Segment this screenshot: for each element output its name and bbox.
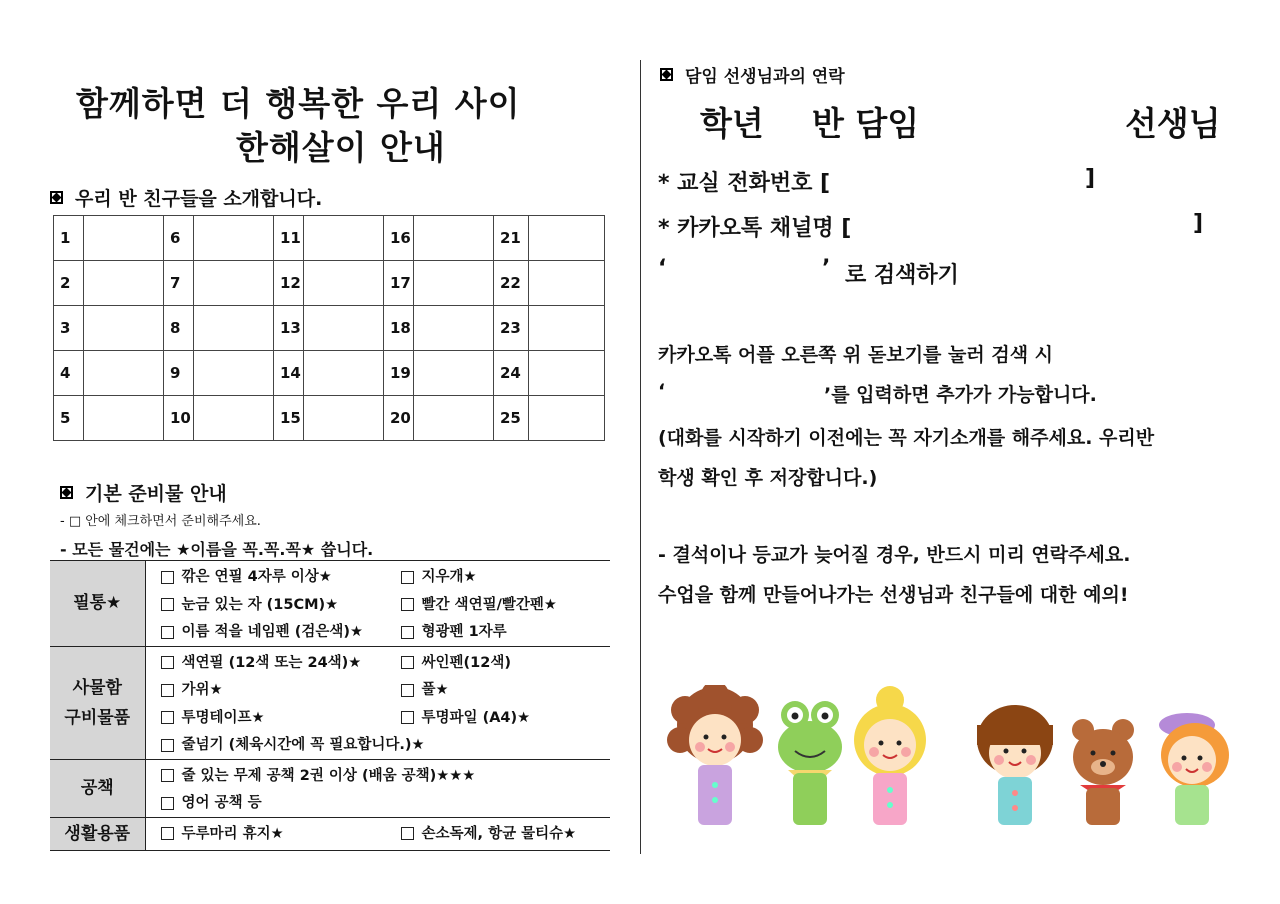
roster-row xyxy=(54,261,605,306)
supply-item[interactable] xyxy=(387,593,607,614)
kakao-close: ] xyxy=(1193,211,1204,236)
phone-label: * 교실 전화번호 [ xyxy=(658,171,831,196)
supply-item[interactable] xyxy=(147,593,387,614)
supply-category-label: 공책 xyxy=(80,778,114,798)
contact-desc-2: ’를 입력하면 추가가 가능합니다. xyxy=(824,384,1097,406)
supply-item[interactable] xyxy=(147,764,607,785)
roster-number: 14 xyxy=(274,351,304,396)
supply-line xyxy=(147,730,610,758)
checkbox-icon[interactable] xyxy=(401,711,414,724)
roster-name-cell[interactable] xyxy=(414,261,494,306)
supply-items xyxy=(145,646,610,759)
supply-item-label: 눈금 있는 자 (15CM)★ xyxy=(181,596,339,613)
supply-category-label: 사물함 xyxy=(72,677,122,698)
supply-item[interactable] xyxy=(147,706,387,727)
roster-name-cell[interactable] xyxy=(529,261,605,306)
supplies-heading: 기본 준비물 안내 xyxy=(60,479,227,506)
roster-name-cell[interactable] xyxy=(304,261,384,306)
frog-icon xyxy=(778,701,842,825)
supply-item[interactable] xyxy=(147,620,387,641)
checkbox-icon[interactable] xyxy=(161,626,174,639)
roster-name-cell[interactable] xyxy=(529,396,605,441)
checkbox-icon[interactable] xyxy=(161,656,174,669)
supply-group xyxy=(50,759,610,817)
supply-line xyxy=(147,675,610,703)
supply-group xyxy=(50,817,610,850)
roster-name-cell[interactable] xyxy=(194,306,274,351)
checkbox-icon[interactable] xyxy=(401,656,414,669)
supply-item-label: 영어 공책 등 xyxy=(181,795,262,812)
checkbox-icon[interactable] xyxy=(161,739,174,752)
checkbox-icon[interactable] xyxy=(401,571,414,584)
curly-hair-girl-icon xyxy=(667,685,763,825)
roster-name-cell[interactable] xyxy=(529,351,605,396)
roster-name-cell[interactable] xyxy=(84,396,164,441)
supply-item-label: 손소독제, 항균 물티슈★ xyxy=(421,825,577,842)
roster-number: 1 xyxy=(54,216,84,261)
supply-item[interactable] xyxy=(387,706,607,727)
roster-name-cell[interactable] xyxy=(414,351,494,396)
column-divider xyxy=(640,60,641,854)
roster-number: 2 xyxy=(54,261,84,306)
roster-name-cell[interactable] xyxy=(84,351,164,396)
supply-item[interactable] xyxy=(387,822,607,843)
roster-row xyxy=(54,216,605,261)
supply-category-label: 생활용품 xyxy=(64,823,131,844)
roster-name-cell[interactable] xyxy=(304,396,384,441)
supply-category xyxy=(50,759,145,817)
teacher-grade: 학년 xyxy=(700,104,764,143)
roster-number: 25 xyxy=(494,396,529,441)
supply-item-label: 투명파일 (A4)★ xyxy=(421,709,531,726)
checkbox-icon[interactable] xyxy=(401,626,414,639)
supply-category-label: 구비물품 xyxy=(64,707,131,728)
roster-name-cell[interactable] xyxy=(414,216,494,261)
supply-item[interactable] xyxy=(147,822,387,843)
supply-item-label: 형광펜 1자루 xyxy=(421,624,507,641)
roster-name-cell[interactable] xyxy=(304,216,384,261)
search-open-quote: ‘ xyxy=(658,256,667,281)
supply-item-label: 줄넘기 (체육시간에 꼭 필요합니다.)★ xyxy=(181,737,425,754)
page-title: 함께하면 더 행복한 우리 사이 xyxy=(76,84,521,123)
roster-number: 10 xyxy=(164,396,194,441)
page-subtitle: 한해살이 안내 xyxy=(236,128,446,167)
supply-category-label: 필통★ xyxy=(73,593,122,614)
bear-icon xyxy=(1072,719,1134,825)
supply-item[interactable] xyxy=(147,791,387,812)
roster-name-cell[interactable] xyxy=(194,396,274,441)
supply-line xyxy=(147,617,610,645)
contact-warning-2: 수업을 함께 만들어나가는 선생님과 친구들에 대한 예의! xyxy=(658,584,1129,606)
roster-row xyxy=(54,396,605,441)
supply-item[interactable] xyxy=(387,620,607,641)
checkbox-icon[interactable] xyxy=(161,711,174,724)
roster-row xyxy=(54,351,605,396)
roster-number: 15 xyxy=(274,396,304,441)
supply-category xyxy=(50,561,145,647)
supply-item-label: 가위★ xyxy=(181,682,223,699)
checkbox-icon[interactable] xyxy=(161,598,174,611)
checkbox-icon[interactable] xyxy=(401,827,414,840)
roster-name-cell[interactable] xyxy=(529,306,605,351)
contact-warning-1: - 결석이나 등교가 늦어질 경우, 반드시 미리 연락주세요. xyxy=(658,544,1131,566)
supply-line xyxy=(147,819,610,847)
supply-item-label: 색연필 (12색 또는 24색)★ xyxy=(181,654,362,671)
supply-item[interactable] xyxy=(147,733,607,754)
supplies-note: - □ 안에 체크하면서 준비해주세요. xyxy=(60,514,261,529)
contact-desc-3: (대화를 시작하기 이전에는 꼭 자기소개를 해주세요. 우리반 xyxy=(658,427,1155,449)
roster-name-cell[interactable] xyxy=(84,216,164,261)
roster-name-cell[interactable] xyxy=(84,306,164,351)
supply-items xyxy=(145,759,610,817)
roster-number: 24 xyxy=(494,351,529,396)
search-close-quote: ’ xyxy=(822,256,831,281)
supply-item-label: 투명테이프★ xyxy=(181,709,265,726)
supply-items xyxy=(145,561,610,647)
supply-category xyxy=(50,817,145,850)
roster-number: 17 xyxy=(384,261,414,306)
supply-line xyxy=(147,648,610,676)
teacher-title: 선생님 xyxy=(1125,104,1221,143)
friends-roster-table xyxy=(53,215,605,441)
roster-name-cell[interactable] xyxy=(194,351,274,396)
roster-number: 12 xyxy=(274,261,304,306)
supply-item-label: 두루마리 휴지★ xyxy=(181,825,284,842)
supply-line xyxy=(147,703,610,731)
roster-number: 11 xyxy=(274,216,304,261)
roster-number: 13 xyxy=(274,306,304,351)
diamond-bullet-icon xyxy=(660,68,673,81)
roster-number: 16 xyxy=(384,216,414,261)
friends-heading: 우리 반 친구들을 소개합니다. xyxy=(50,184,322,211)
roster-number: 7 xyxy=(164,261,194,306)
checkbox-icon[interactable] xyxy=(401,598,414,611)
supply-items xyxy=(145,817,610,850)
supply-item-label: 지우개★ xyxy=(421,569,477,586)
phone-close: ] xyxy=(1085,166,1096,191)
diamond-bullet-icon xyxy=(50,191,63,204)
supply-item[interactable] xyxy=(387,678,607,699)
supply-item[interactable] xyxy=(147,651,387,672)
supply-item-label: 이름 적을 네임펜 (검은색)★ xyxy=(181,624,363,641)
roster-name-cell[interactable] xyxy=(414,396,494,441)
supply-group xyxy=(50,561,610,647)
roster-name-cell[interactable] xyxy=(194,261,274,306)
roster-number: 20 xyxy=(384,396,414,441)
roster-number: 18 xyxy=(384,306,414,351)
roster-number: 6 xyxy=(164,216,194,261)
supply-item-label: 깎은 연필 4자루 이상★ xyxy=(181,569,332,586)
roster-name-cell[interactable] xyxy=(194,216,274,261)
characters-illustration xyxy=(660,685,1250,830)
supplies-table xyxy=(50,560,610,851)
checkbox-icon[interactable] xyxy=(161,797,174,810)
supply-item-label: 풀★ xyxy=(421,682,449,699)
checkbox-icon[interactable] xyxy=(401,684,414,697)
roster-name-cell[interactable] xyxy=(84,261,164,306)
supply-item[interactable] xyxy=(147,565,387,586)
supply-item[interactable] xyxy=(147,678,387,699)
bowl-cut-kid-icon xyxy=(977,705,1053,825)
contact-desc-2-open: ‘ xyxy=(658,380,666,402)
roster-row xyxy=(54,306,605,351)
beret-girl-icon xyxy=(1159,713,1229,825)
checkbox-icon[interactable] xyxy=(161,769,174,782)
supply-category xyxy=(50,646,145,759)
blonde-girl-icon xyxy=(854,686,926,825)
contact-heading: 담임 선생님과의 연락 xyxy=(660,62,845,87)
contact-desc-1: 카카오톡 어플 오른쪽 위 돋보기를 눌러 검색 시 xyxy=(658,344,1054,366)
search-text: 로 검색하기 xyxy=(845,263,959,288)
roster-number: 8 xyxy=(164,306,194,351)
checkbox-icon[interactable] xyxy=(161,827,174,840)
roster-number: 3 xyxy=(54,306,84,351)
supply-line xyxy=(147,788,610,816)
contact-desc-4: 학생 확인 후 저장합니다.) xyxy=(658,467,878,489)
checkbox-icon[interactable] xyxy=(161,571,174,584)
roster-name-cell[interactable] xyxy=(414,306,494,351)
supply-item[interactable] xyxy=(387,565,607,586)
supplies-rule: - 모든 물건에는 ★이름을 꼭.꼭.꼭★ 씁니다. xyxy=(60,540,374,559)
supply-line xyxy=(147,590,610,618)
roster-number: 9 xyxy=(164,351,194,396)
roster-number: 4 xyxy=(54,351,84,396)
roster-number: 21 xyxy=(494,216,529,261)
roster-name-cell[interactable] xyxy=(304,306,384,351)
supply-item-label: 싸인펜(12색) xyxy=(421,654,511,671)
roster-number: 22 xyxy=(494,261,529,306)
checkbox-icon[interactable] xyxy=(161,684,174,697)
supply-line xyxy=(147,761,610,789)
teacher-class: 반 담임 xyxy=(812,104,920,143)
diamond-bullet-icon xyxy=(60,486,73,499)
supply-line xyxy=(147,562,610,590)
roster-number: 23 xyxy=(494,306,529,351)
roster-name-cell[interactable] xyxy=(304,351,384,396)
supply-item-label: 줄 있는 무제 공책 2권 이상 (배움 공책)★★★ xyxy=(181,767,476,784)
kakao-label: * 카카오톡 채널명 [ xyxy=(658,216,852,241)
roster-number: 5 xyxy=(54,396,84,441)
roster-name-cell[interactable] xyxy=(529,216,605,261)
roster-number: 19 xyxy=(384,351,414,396)
supply-item[interactable] xyxy=(387,651,607,672)
supply-item-label: 빨간 색연필/빨간펜★ xyxy=(421,596,557,613)
supply-group xyxy=(50,646,610,759)
